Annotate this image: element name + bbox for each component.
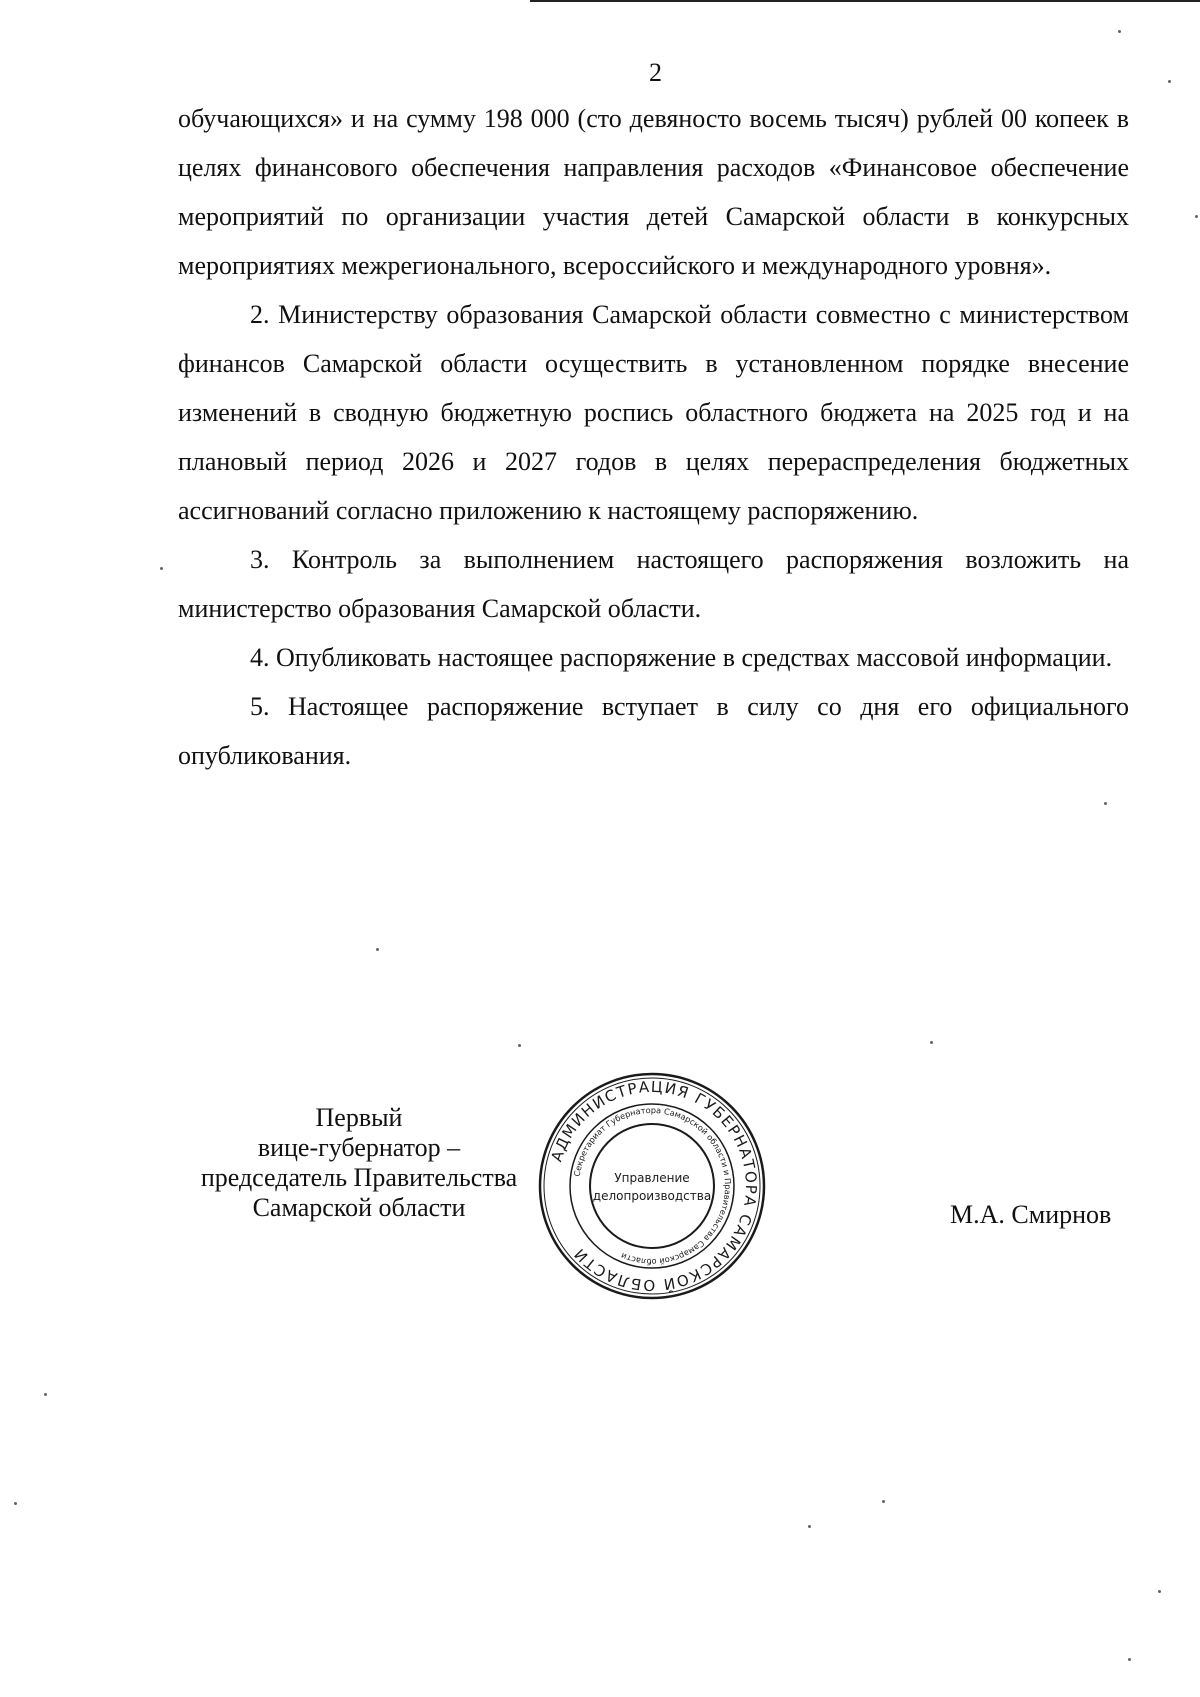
- scan-speck: [1104, 802, 1107, 805]
- signer-title-line: Первый: [315, 1103, 403, 1132]
- official-seal: [536, 1070, 768, 1302]
- seal-middle-ring: [570, 1104, 734, 1268]
- scan-speck: [808, 1525, 811, 1528]
- signer-title-line: Самарской области: [252, 1193, 466, 1222]
- signer-title: [178, 1103, 540, 1223]
- scan-speck: [14, 1502, 17, 1505]
- seal-inner-ring: [590, 1124, 714, 1248]
- scan-speck: [882, 1500, 885, 1503]
- scan-speck: [160, 567, 163, 570]
- seal-center-line-1: Управление: [614, 1171, 690, 1185]
- scan-speck: [1128, 1658, 1131, 1661]
- paragraph-item-5: 5. Настоящее распоряжение вступает в силу со дня его официального опубликования.: [178, 692, 1129, 770]
- scan-speck: [376, 948, 379, 951]
- paragraph-continuation: обучающихся» и на сумму 198 000 (сто девяносто восемь тысяч) рублей 00 копеек в целях финансового обеспечения направления расходов «Финансовое обеспечение мероприятий по организации участия детей Самарской области в конкурсных мероприятиях межрегионального, всероссийского и международного уровня».: [178, 104, 1129, 280]
- scan-speck: [1118, 30, 1121, 33]
- scan-speck: [930, 1041, 933, 1044]
- signer-name: М.А. Смирнов: [950, 1200, 1112, 1229]
- signer-title-line: председатель Правительства: [200, 1163, 518, 1192]
- document-body: [178, 94, 1129, 780]
- page-number: 2: [649, 58, 662, 87]
- scan-speck: [1158, 1590, 1161, 1593]
- paragraph-item-2: 2. Министерству образования Самарской области совместно с министерством финансов Самарской области осуществить в установленном порядке внесение изменений в сводную бюджетную роспись областного бюджета на 2025 год и на плановый период 2026 и 2027 годов в целях перераспределения бюджетных ассигнований согласно приложению к настоящему распоряжению.: [178, 300, 1129, 525]
- top-border-line: [530, 0, 1200, 2]
- seal-inner-ring-text: Секретариат Губернатора Самарской области и Правительства Самарской области: [571, 1104, 734, 1268]
- paragraph-item-4: 4. Опубликовать настоящее распоряжение в средствах массовой информации.: [250, 643, 1113, 672]
- scan-speck: [44, 1393, 47, 1396]
- scan-speck: [1168, 80, 1171, 83]
- seal-outer-text: АДМИНИСТРАЦИЯ ГУБЕРНАТОРА САМАРСКОЙ ОБЛАСТИ: [547, 1077, 761, 1295]
- signer-title-line: вице-губернатор –: [257, 1133, 461, 1162]
- paragraph-item-3: 3. Контроль за выполнением настоящего распоряжения возложить на министерство образования Самарской области.: [178, 545, 1129, 623]
- scan-speck: [518, 1044, 521, 1047]
- seal-center-line-2: делопроизводства: [592, 1189, 712, 1203]
- scan-speck: [1195, 215, 1198, 218]
